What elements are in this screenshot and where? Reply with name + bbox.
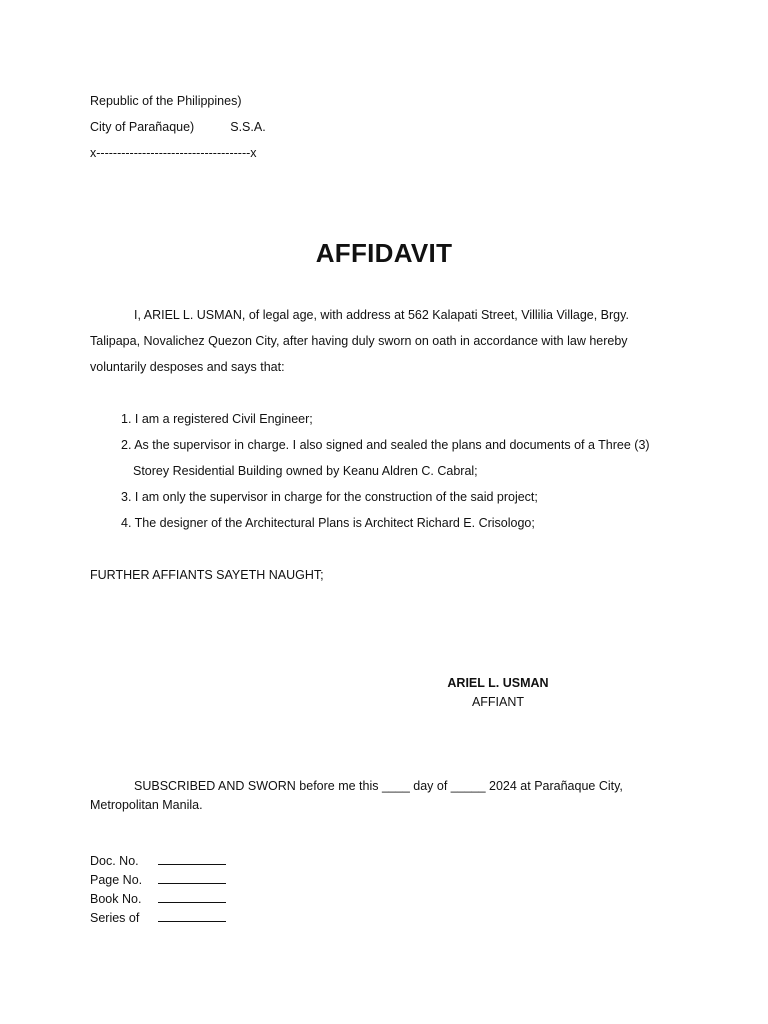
- venue-republic: Republic of the Philippines): [90, 94, 242, 108]
- list-item: 1. I am a registered Civil Engineer;: [121, 412, 313, 426]
- affiant-name: ARIEL L. USMAN: [447, 676, 549, 690]
- list-item: 2. As the supervisor in charge. I also signed and sealed the plans and documents of a Three (3) Storey Residential Building owned by Keanu Aldren C. Cabral;: [121, 438, 650, 478]
- list-item: 3. I am only the supervisor in charge for the construction of the said project;: [121, 490, 538, 504]
- statement-list: [121, 406, 661, 536]
- signature-block: [398, 674, 598, 712]
- page-no-blank: [158, 871, 226, 884]
- intro-paragraph: [90, 302, 650, 380]
- venue-city-line: [90, 120, 266, 134]
- register-row-series: Series of: [90, 909, 226, 928]
- venue-city: City of Parañaque): [90, 120, 195, 134]
- register-row-page: Page No.: [90, 871, 226, 890]
- doc-no-blank: [158, 852, 226, 865]
- affiant-role: AFFIANT: [471, 695, 525, 709]
- venue-ssa: S.S.A.: [230, 120, 266, 134]
- series-of-blank: [158, 909, 226, 922]
- jurat-text: SUBSCRIBED AND SWORN before me this ____ day of _____ 2024 at Parañaque City, Metropolitan Manila.: [90, 779, 623, 812]
- book-no-blank: [158, 890, 226, 903]
- document-title: AFFIDAVIT: [315, 238, 453, 268]
- notarial-register: [90, 852, 226, 928]
- venue-separator: x-------------------------------------x: [90, 146, 257, 160]
- intro-text: I, ARIEL L. USMAN, of legal age, with address at 562 Kalapati Street, Villilia Village, Brgy. Talipapa, Novalichez Quezon City, after having duly sworn on oath in accordance with law hereby voluntarily desposes and says that:: [90, 308, 629, 374]
- register-row-book: Book No.: [90, 890, 226, 909]
- closing-statement: FURTHER AFFIANTS SAYETH NAUGHT;: [90, 568, 324, 582]
- list-item: 4. The designer of the Architectural Plans is Architect Richard E. Crisologo;: [121, 516, 535, 530]
- jurat-paragraph: [90, 777, 650, 815]
- register-row-doc: Doc. No.: [90, 852, 226, 871]
